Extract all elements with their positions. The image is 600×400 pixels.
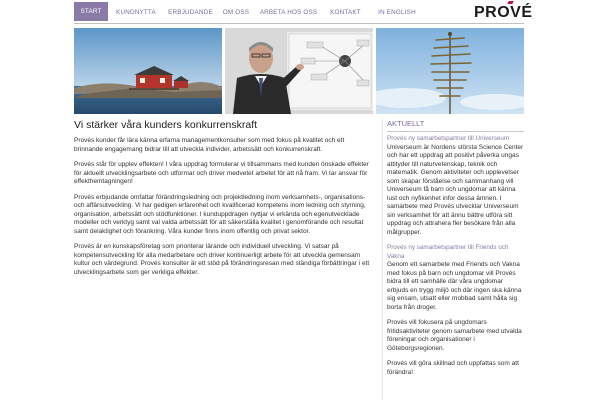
news-link-universeum[interactable]: Provés ny samarbetspartner till Universeum [387,135,510,142]
news-heading: AKTUELLT [387,119,524,132]
offer-paragraph: Provés erbjudande omfattar förändringsledning och projektledning inom verksamhets-, organisations- och affärsutveckling. Vi har gedigen erfarenhet och kvalificerad kompetens inom ledning och styrning, organisation, arbetssätt och stödfunktioner. I kunduppdragen nyttjar vi erkända och egenutvecklade modeller och verktyg samt val valda arbetssätt för att säkerställa kvalitet i genomförande och resultat samt delaktighet och förankring. Våra kunder finns inom offentlig och privat sektor. [74,193,366,235]
main-nav [74,0,524,24]
news-body-friends-vakna: Genom ett samarbete med Friends och Vakna med fokus på barn och ungdomar vill Provés bidra till ett samhälle där våra ungdomar erbjuds en trygg miljö och där ingen ska känna sig ensam, utsatt eller mobbad samt hålla sig borta från droger. [387,261,522,311]
nav-item-om-oss[interactable]: OM OSS [222,8,250,16]
main-content [74,119,370,284]
effect-paragraph: Provés står för upplev effekten! I våra uppdrag formulerar vi tillsammans med kunden önskade effekter för aktuellt utvecklingsarbete och utformar och driver medvetet arbetet för att nå fram. Vi tar ansvar för effekthemtagningen! [74,161,369,185]
nav-item-erbjudande[interactable]: ERBJUDANDE [168,8,213,16]
nav-item-kundnytta[interactable]: KUNDNYTTA [116,8,156,16]
news-body-universeum: Universeum är Nordens största Science Center och har ett uppdrag att positivt påverka ungas attityder till naturvetenskap, teknik och matematik. Genom aktiviteter och upplevelser som skapar förståelse och sammanhang vill Universeum få barn och ungdomar att känna lust och nyfikenhet infor dessa ämnen. I samarbete med Provés utvecklar Universeum sin verksamhet för att ännu bättre utföra sitt uppdrag och attrahera fler besökare från alla målgrupper. [387,143,524,236]
nav-item-arbeta-hos-oss[interactable]: ARBETA HOS OSS [259,8,318,16]
nav-item-start[interactable]: START [74,2,108,21]
page-title: Vi stärker våra kunders konkurrenskraft [74,119,258,131]
hero-image-presenter [225,28,373,114]
top-navigation-bar [74,0,524,24]
hero-image-sculpture [376,28,524,114]
knowledge-paragraph: Provés är en kunskapsföretag som prioriterar lärande och individuell utveckling. Vi satsar på kompetensutveckling för alla medarbetare och driver kontinuerligt arbete för att utveckla gemensam kultur och värdegrund. Provés konsulter är ett stöd på förändringsresan med ständiga förbättringar i ett utvecklingsarbete som ger verkliga effekter. [74,243,370,276]
brand-logo[interactable]: PROVÉ [474,4,533,21]
intro-paragraph: Provés kunder får lära känna erfarna managementkonsulter som med fokus på kvalitet och ett brinnande engagemang bidrar till att utveckla individer, arbetssätt och konkurrenskraft. [74,137,345,153]
news-sidebar [382,119,524,400]
nav-item-kontakt[interactable]: KONTAKT [330,8,361,16]
nav-item-in-english[interactable]: IN ENGLISH [378,8,416,16]
news-link-friends-vakna[interactable]: Provés ny samarbetspartner till Friends och Vakna [387,244,509,260]
hero-image-coastal-house [74,28,222,114]
news-body-fritid: Provés vill fokusera på ungdomars fritidsaktiviteter genom samarbete med utvalda föreningar och organisationer i Göteborgsregionen. [387,319,522,352]
news-body-skillnad: Provés vill göra skillnad och uppfattas som att förändra! [387,360,519,376]
